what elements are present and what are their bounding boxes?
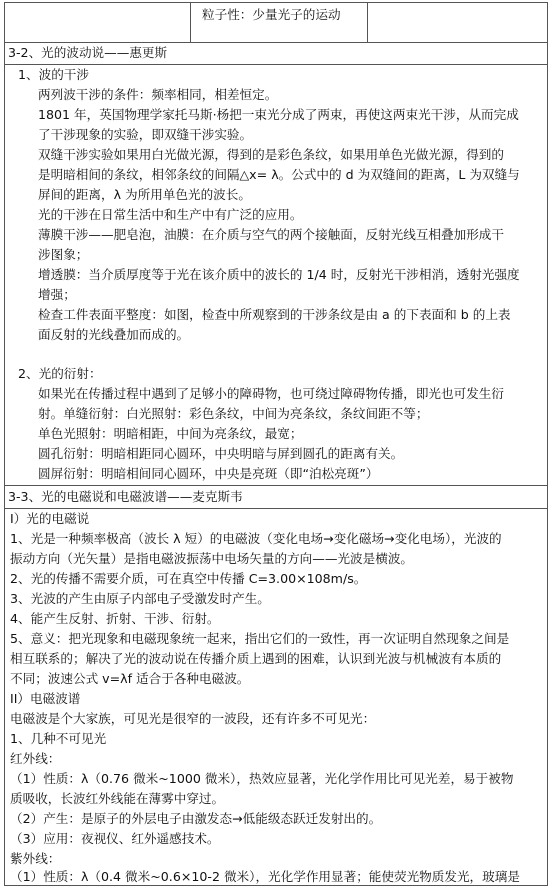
section-3-2-line: 单色光照射：明暗相距，中间为亮条纹，最宽； [38, 426, 303, 441]
section-3-2-line: 1、波的干涉 [18, 67, 89, 82]
section-3-3-line: （3）应用：夜视仪、红外遥感技术。 [10, 831, 220, 846]
section-3-2-line: 圆孔衍射：明暗相距同心圆环，中央明暗与屏到圆孔的距离有关。 [38, 446, 404, 461]
section-3-3-line: 紫外线： [10, 851, 61, 866]
table-border-top [4, 2, 547, 3]
section-3-3-line: 3、光波的产生由原子内部电子受激发时产生。 [10, 591, 270, 606]
section-header-3-3: 3-3、光的电磁说和电磁波谱——麦克斯韦 [8, 489, 243, 504]
top-row-cell-text: 粒子性：少量光子的运动 [202, 7, 341, 22]
section-3-3-line: I）光的电磁说 [10, 511, 90, 526]
section-3-3-line: 红外线： [10, 751, 61, 766]
section-3-3-line: 电磁波是个大家族，可见光是很窄的一波段，还有许多不可见光： [10, 711, 376, 726]
top-row-col-divider-2 [367, 2, 368, 43]
section-3-3-line: 1、几种不可见光 [10, 731, 107, 746]
section-3-2-line: 涉图象； [38, 247, 89, 262]
section-3-2-line: 是明暗相间的条纹，相邻条纹的间隔△x= λ。公式中的 d 为双缝间的距离，L 为双缝与 [38, 167, 520, 182]
section-3-3-line: 5、意义：把光现象和电磁现象统一起来，指出它们的一致性，再一次证明自然现象之间是 [10, 631, 510, 646]
top-row-col-divider-1 [190, 2, 191, 43]
section-3-3-line: （1）性质：λ（0.76 微米~1000 微米），热效应显著，光化学作用比可见光差，易于被物 [10, 771, 514, 786]
section-3-3-line: 振动方向（光矢量）是指电磁波振荡中电场矢量的方向——光波是横波。 [10, 551, 413, 566]
section-3-3-line: 2、光的传播不需要介质，可在真空中传播 C=3.00×108m/s。 [10, 571, 367, 586]
section-3-2-line: 两列波干涉的条件：频率相同，相差恒定。 [38, 87, 278, 102]
section-3-2-line: 增强； [38, 287, 76, 302]
row-divider-2 [4, 64, 547, 65]
section-3-2-line: 2、光的衍射： [18, 366, 102, 381]
section-3-3-line: II）电磁波谱 [10, 691, 81, 706]
section-3-2-line: 如果光在传播过程中遇到了足够小的障碍物，也可绕过障碍物传播，即光也可发生衍 [38, 386, 504, 401]
table-border-left [4, 2, 5, 886]
section-3-2-line: 薄膜干涉——肥皂泡，油膜：在介质与空气的两个接触面，反射光线互相叠加形成干 [38, 227, 504, 242]
section-3-3-line: 不同；波速公式 v=λf 适合于各种电磁波。 [10, 671, 250, 686]
section-3-2-line: 射。单缝衍射：白光照射：彩色条纹，中间为亮条纹，条纹间距不等； [38, 406, 429, 421]
section-3-2-line: 1801 年，英国物理学家托马斯·杨把一束光分成了两束，再使这两束光干涉，从而完成 [38, 107, 519, 122]
section-3-3-line: （1）性质：λ（0.4 微米~0.6×10-2 微米），光化学作用显著；能使荧光物质发光，玻璃是 [10, 869, 520, 884]
section-3-2-line: 圆屏衍射：明暗相间同心圆环，中央是亮斑（即“泊松亮斑”） [38, 466, 379, 481]
section-3-3-line: 质吸收，长波红外线能在薄雾中穿过。 [10, 791, 225, 806]
section-3-2-line: 检查工件表面平整度：如图，检查中所观察到的干涉条纹是由 a 的下表面和 b 的上表 [38, 307, 511, 322]
section-3-3-line: （2）产生：是原子的外层电子由激发态→低能级态跃迁发射出的。 [10, 811, 382, 826]
section-3-2-line: 光的干涉在日常生活中和生产中有广泛的应用。 [38, 207, 303, 222]
row-divider-4 [4, 508, 547, 509]
section-3-2-line: 增透膜：当介质厚度等于光在该介质中的波长的 1/4 时，反射光干涉相消，透射光强度 [38, 267, 520, 282]
row-divider-1 [4, 42, 547, 43]
table-border-bottom [4, 885, 547, 886]
section-3-3-line: 相互联系的；解决了光的波动说在传播介质上遇到的困难，认识到光波与机械波有本质的 [10, 651, 502, 666]
row-divider-3 [4, 485, 547, 486]
section-3-2-line: 面反射的光线叠加而成的。 [38, 327, 190, 342]
section-3-3-line: 1、光是一种频率极高（波长 λ 短）的电磁波（变化电场→变化磁场→变化电场），光波的 [10, 531, 502, 546]
section-header-3-2: 3-2、光的波动说——惠更斯 [8, 45, 168, 60]
section-3-2-line: 双缝干涉实验如果用白光做光源，得到的是彩色条纹，如果用单色光做光源，得到的 [38, 147, 504, 162]
table-border-right [547, 2, 548, 886]
section-3-3-line: 4、能产生反射、折射、干涉、衍射。 [10, 611, 220, 626]
section-3-2-line: 了干涉现象的实验，即双缝干涉实验。 [38, 127, 253, 142]
section-3-2-line: 屏间的距离，λ 为所用单色光的波长。 [38, 187, 251, 202]
